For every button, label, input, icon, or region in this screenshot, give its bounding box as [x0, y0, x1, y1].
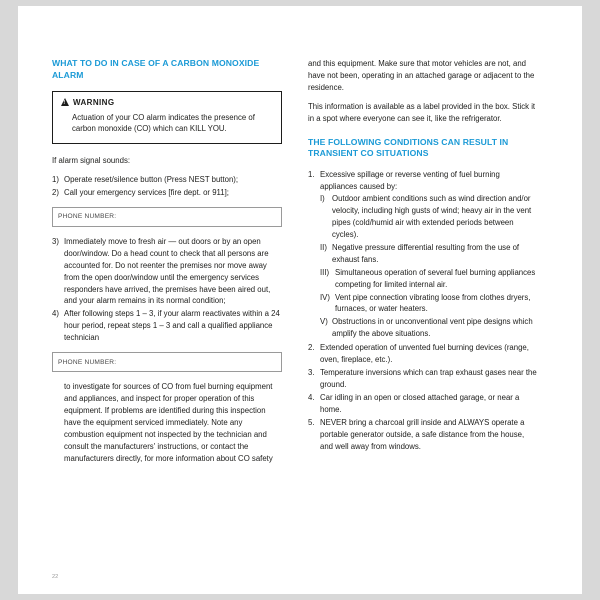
label-note-text: This information is available as a label provided in the box. Stick it in a spot where everyone can see it, like the refrigerator.: [308, 101, 536, 123]
steps-list-2: [52, 236, 282, 344]
phone-number-label: PHONE NUMBER:: [58, 213, 117, 221]
warning-triangle-icon: [61, 98, 69, 106]
left-column: [52, 58, 282, 558]
list-text: Extended operation of unvented fuel burning devices (range, oven, fireplace, etc.).: [320, 343, 529, 365]
sub-list-marker: III): [320, 267, 330, 277]
right-column: [308, 58, 538, 558]
sub-list: [320, 193, 538, 340]
list-item: [52, 236, 282, 308]
list-text: NEVER bring a charcoal grill inside and ALWAYS operate a portable generator outside, a safe distance from the house, and well away from windows.: [320, 417, 525, 451]
list-marker: 4.: [308, 392, 315, 402]
list-item: [308, 342, 538, 366]
list-marker: 2.: [308, 343, 315, 353]
warning-box: [52, 91, 282, 144]
sub-list-text: Outdoor ambient conditions such as wind direction and/or velocity, including high gusts of wind; heavy air in the vent pipes (cold/humid air with extended periods between cycles).: [332, 194, 532, 239]
left-section-title: WHAT TO DO IN CASE OF A CARBON MONOXIDE ALARM: [52, 58, 260, 80]
page-number: 22: [52, 574, 59, 580]
alarm-intro-text: If alarm signal sounds:: [52, 156, 131, 166]
list-item: [308, 169, 538, 341]
list-item: [308, 392, 538, 416]
list-marker: 4): [52, 309, 59, 319]
sub-list-marker: II): [320, 242, 327, 252]
right-section-title: THE FOLLOWING CONDITIONS CAN RESULT IN TRANSIENT CO SITUATIONS: [308, 136, 509, 159]
sub-list-item: [320, 316, 538, 340]
page-columns: [52, 58, 548, 558]
warning-header: [61, 98, 273, 107]
list-marker: 5.: [308, 417, 315, 427]
sub-list-marker: IV): [320, 292, 330, 302]
list-marker: 2): [52, 187, 59, 197]
list-marker: 3): [52, 236, 59, 246]
list-text: Immediately move to fresh air — out doors or by an open door/window. Do a head count to check that all persons are accounted for. Do not reenter the premises nor move away from the open door/window until the emergency services responders have arrived, the premises have been aired out, and your alarm remains in its normal condition;: [64, 236, 271, 306]
transient-conditions-list: [308, 169, 538, 452]
list-text: Excessive spillage or reverse venting of fuel burning appliances caused by:: [320, 170, 500, 192]
warning-text: Actuation of your CO alarm indicates the presence of carbon monoxide (CO) which can KILL YOU.: [72, 112, 255, 134]
sub-list-marker: V): [320, 317, 328, 327]
sub-list-item: [320, 242, 538, 266]
list-item: [308, 367, 538, 391]
list-text: Temperature inversions which can trap exhaust gases near the ground.: [320, 368, 537, 389]
warning-label: WARNING: [73, 97, 115, 107]
sub-list-text: Vent pipe connection vibrating loose from clothes dryers, furnaces, or water heaters.: [335, 292, 531, 314]
list-marker: 3.: [308, 368, 315, 378]
sub-list-item: [320, 193, 538, 241]
list-item: [52, 187, 282, 199]
list-text: Car idling in an open or closed attached garage, or near a home.: [320, 392, 520, 414]
list-text: Operate reset/silence button (Press NEST button);: [64, 175, 239, 185]
sub-list-text: Negative pressure differential resulting from the use of exhaust fans.: [332, 242, 520, 264]
list-item: [308, 417, 538, 453]
left-closing-text: to investigate for sources of CO from fuel burning equipment and appliances, and inspect for proper operation of this equipment. If problems are identified during this inspection have the equipment serviced immediately. Note any combustion equipment not inspected by the technician and consult the manufacturers' instructions, or contact the manufacturers directly, for more information about CO safety: [64, 382, 273, 463]
continued-text: and this equipment. Make sure that motor vehicles are not, and have not been, operating in an attached garage or adjacent to the residence.: [308, 59, 535, 92]
list-text: After following steps 1 – 3, if your alarm reactivates within a 24 hour period, repeat steps 1 – 3 and call a qualified appliance technician: [64, 309, 280, 343]
list-text: Call your emergency services [fire dept. or 911];: [64, 187, 229, 197]
list-marker: 1): [52, 175, 59, 185]
sub-list-text: Simultaneous operation of several fuel burning appliances competing for limited internal air.: [335, 267, 536, 289]
list-marker: 1.: [308, 170, 315, 180]
sub-list-marker: I): [320, 194, 325, 204]
steps-list-1: [52, 174, 282, 199]
sub-list-item: [320, 267, 538, 291]
list-item: [52, 308, 282, 344]
list-text-wrap: [320, 169, 538, 341]
document-page: [18, 6, 582, 594]
phone-number-field-1[interactable]: [52, 207, 282, 227]
list-item: [52, 174, 282, 186]
phone-number-label: PHONE NUMBER:: [58, 358, 117, 366]
sub-list-item: [320, 292, 538, 316]
phone-number-field-2[interactable]: [52, 352, 282, 372]
sub-list-text: Obstructions in or unconventional vent pipe designs which amplify the above situations.: [332, 317, 533, 339]
